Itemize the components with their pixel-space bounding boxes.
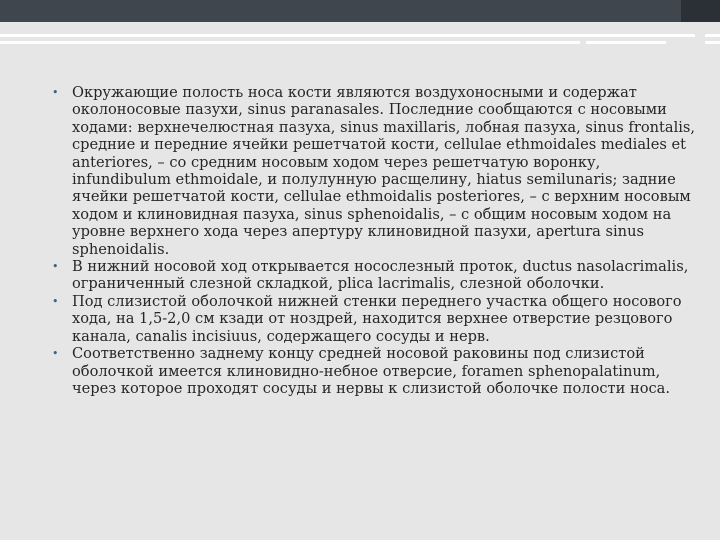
bullet-item [0,258,700,293]
bullet-list [0,84,700,397]
bullet-item [0,293,700,345]
bullet-icon: • [52,260,59,274]
header-rule [586,41,666,44]
bullet-text: Окружающие полость носа кости являются воздухоносными и содержат околоносовые пазухи, sinus paranasales. Последние сообщаются с носовыми ходами: верхнечелюстная пазуха, sinus maxillaris, лобная пазуха, sinus frontalis, средние и передние ячейки решетчатой кости, cellulae ethmoidales mediales et anteriores, – со средним носовым ходом через решетчатую воронку, infundibulum ethmoidale, и полулунную расщелину, hiatus semilunaris; задние ячейки решетчатой кости, cellulae ethmoidalis posteriores, – с верхним носовым ходом и клиновидная пазуха, sinus sphenoidalis, – с общим носовым ходом на уровне верхнего хода через апертуру клиновидной пазухи, apertura sinus sphenoidalis. [72,84,696,258]
bullet-text: Под слизистой оболочкой нижней стенки переднего участка общего носового хода, на 1,5-2,0 см кзади от ноздрей, находится верхнее отверстие резцового канала, canalis incisiuus, содержащего сосуды и нерв. [72,292,682,345]
header-bar [0,0,720,22]
bullet-icon: • [52,347,59,361]
header-rule [0,34,695,37]
slide-body [0,84,700,397]
bullet-item [0,84,700,258]
bullet-text: Соответственно заднему концу средней носовой раковины под слизистой оболочкой имеется клиновидно-небное отверсие, foramen sphenopalatinum, через которое проходят сосуды и нервы к слизистой оболочке полости носа. [72,345,670,397]
header-rule [705,34,720,37]
header-rule [705,41,720,44]
bullet-text: В нижний носовой ход открывается носослезный проток, ductus nasolacrimalis, ограниченный слезной складкой, plica lacrimalis, слезной оболочки. [72,258,689,293]
header-rule [0,41,580,44]
bullet-icon: • [52,294,59,308]
bullet-icon: • [52,86,59,99]
header-accent [681,0,720,22]
bullet-item [0,345,700,397]
